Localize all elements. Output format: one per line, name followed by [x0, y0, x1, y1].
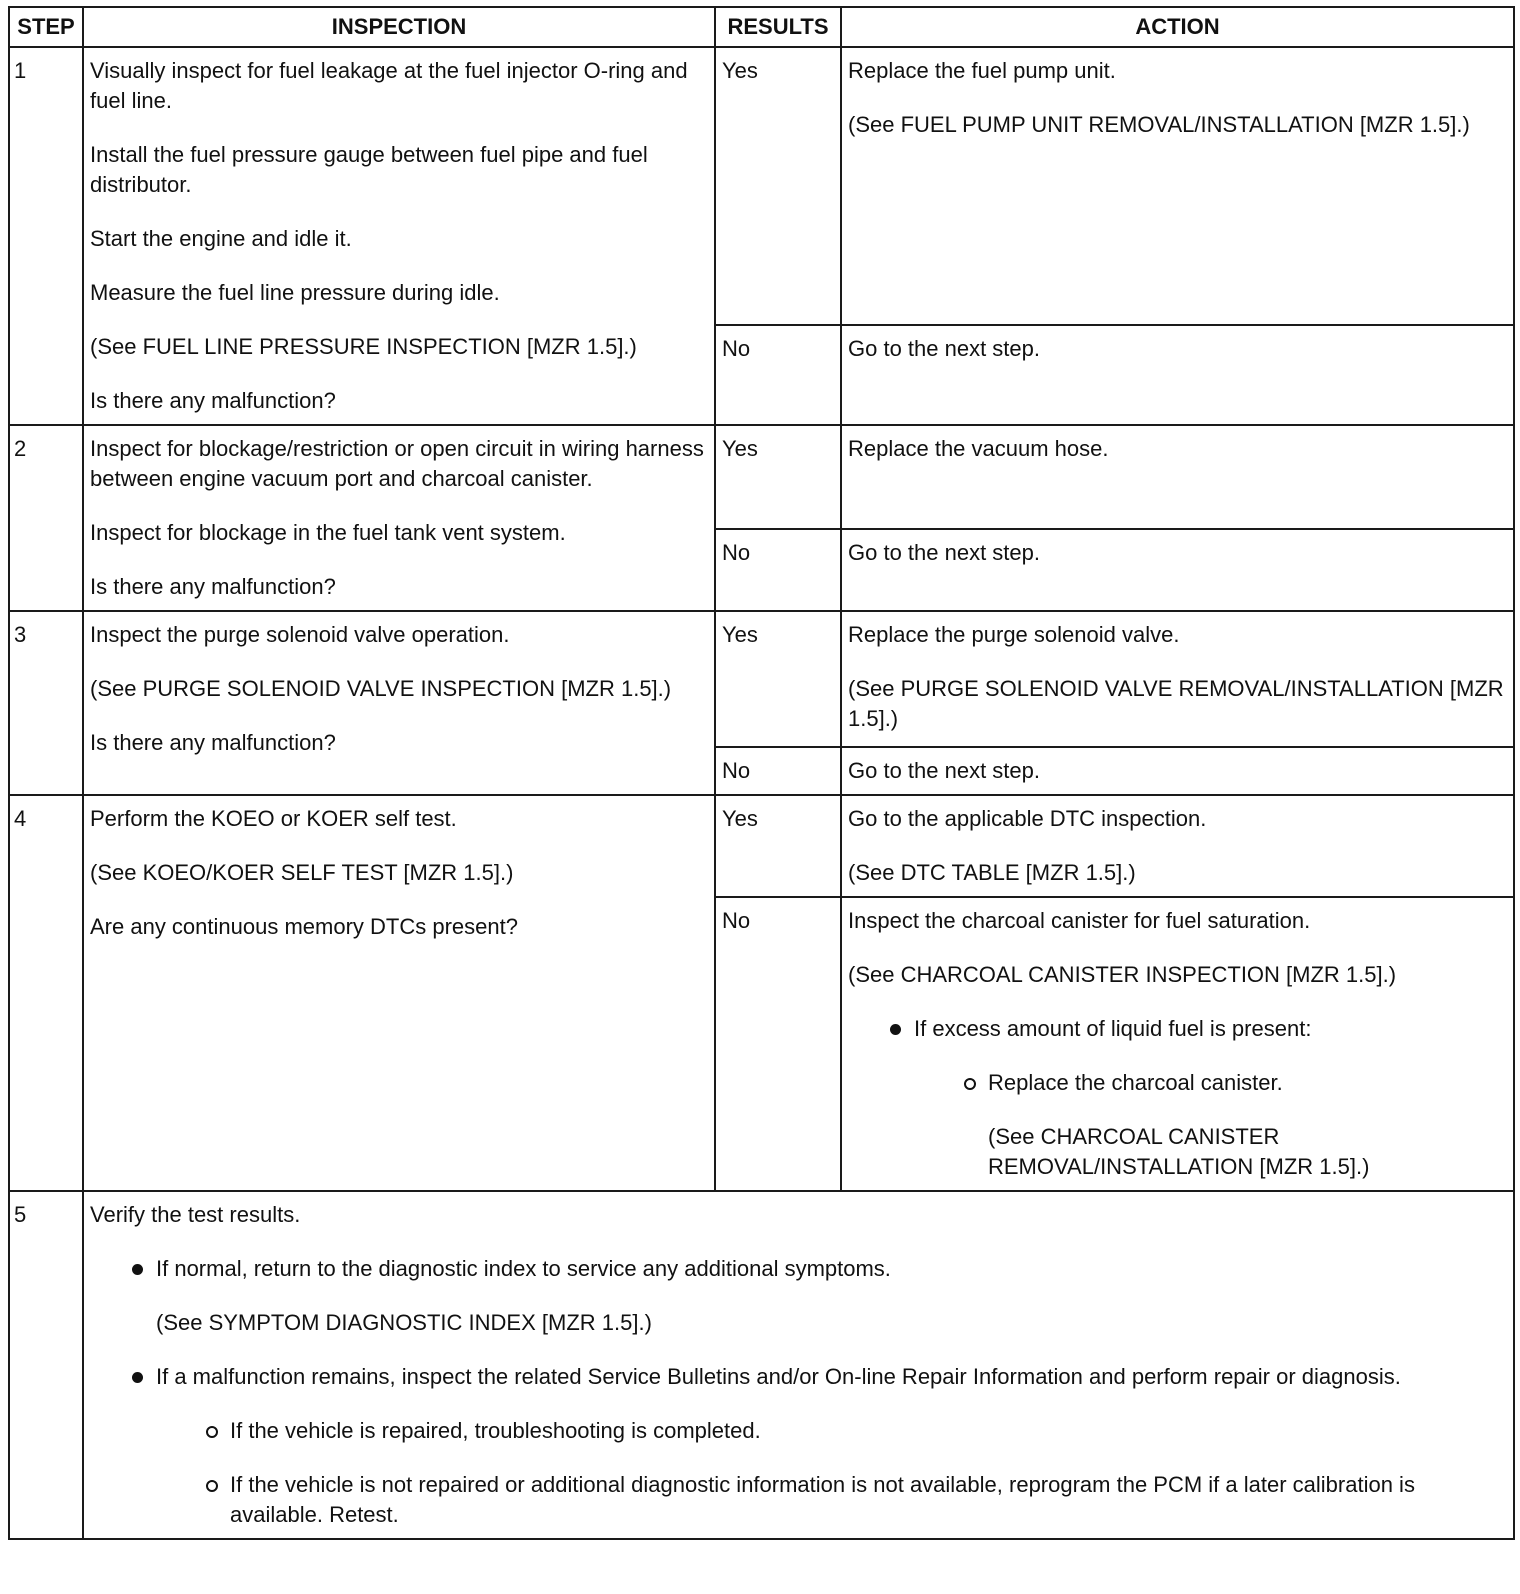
step5-intro: Verify the test results. — [90, 1202, 301, 1227]
header-step: STEP — [9, 7, 83, 47]
step2-action-yes: Replace the vacuum hose. — [841, 425, 1514, 529]
step5-content — [83, 1191, 1514, 1539]
step2-inspection — [83, 425, 715, 611]
step3-inspection-reference: (See PURGE SOLENOID VALVE INSPECTION [MZR 1.5].) — [90, 676, 672, 701]
step4-yes-row — [9, 795, 1514, 897]
step3-result-yes: Yes — [715, 611, 841, 747]
step1-inspection-reference: (See FUEL LINE PRESSURE INSPECTION [MZR 1.5].) — [90, 334, 637, 359]
step4-result-no: No — [715, 897, 841, 1191]
step1-result-yes: Yes — [715, 47, 841, 325]
step4-result-yes: Yes — [715, 795, 841, 897]
step2-action-no: Go to the next step. — [841, 529, 1514, 611]
header-action: ACTION — [841, 7, 1514, 47]
step1-action-yes-text: Replace the fuel pump unit. — [848, 58, 1116, 83]
step5-sub-not-repaired: If the vehicle is not repaired or additional diagnostic information is not available, reprogram the PCM if a later calibration is available. Retest. — [206, 1470, 1507, 1530]
step5-bullet-normal-reference: (See SYMPTOM DIAGNOSTIC INDEX [MZR 1.5].) — [156, 1310, 652, 1335]
step1-result-no: No — [715, 325, 841, 425]
step3-action-yes — [841, 611, 1514, 747]
step4-inspection — [83, 795, 715, 1191]
step1-action-no: Go to the next step. — [841, 325, 1514, 425]
step4-action-no — [841, 897, 1514, 1191]
step3-result-no: No — [715, 747, 841, 795]
step4-inspection-reference: (See KOEO/KOER SELF TEST [MZR 1.5].) — [90, 860, 514, 885]
step1-inspection-text: Start the engine and idle it. — [90, 226, 352, 251]
step3-action-yes-text: Replace the purge solenoid valve. — [848, 622, 1180, 647]
step5-sub-repaired: If the vehicle is repaired, troubleshooting is completed. — [206, 1416, 1507, 1446]
step2-result-no: No — [715, 529, 841, 611]
step1-number: 1 — [9, 47, 83, 425]
step1-inspection-text: Visually inspect for fuel leakage at the fuel injector O-ring and fuel line. — [90, 58, 688, 113]
step3-action-yes-reference: (See PURGE SOLENOID VALVE REMOVAL/INSTALLATION [MZR 1.5].) — [848, 676, 1504, 731]
step5-number: 5 — [9, 1191, 83, 1539]
step5-row — [9, 1191, 1514, 1539]
step4-action-yes-reference: (See DTC TABLE [MZR 1.5].) — [848, 860, 1136, 885]
step4-inspection-question: Are any continuous memory DTCs present? — [90, 914, 518, 939]
step4-action-yes-text: Go to the applicable DTC inspection. — [848, 806, 1207, 831]
step1-yes-row — [9, 47, 1514, 325]
step4-sub-bullet: Replace the charcoal canister. — [964, 1068, 1507, 1098]
step1-action-yes — [841, 47, 1514, 325]
diagnostic-table — [8, 6, 1515, 1540]
step2-inspection-text: Inspect for blockage in the fuel tank vent system. — [90, 520, 566, 545]
step4-bullet: If excess amount of liquid fuel is present: — [890, 1014, 1507, 1044]
step2-number: 2 — [9, 425, 83, 611]
step1-inspection-question: Is there any malfunction? — [90, 388, 336, 413]
step3-action-no: Go to the next step. — [841, 747, 1514, 795]
step5-bullet-normal: If normal, return to the diagnostic index to service any additional symptoms. — [132, 1254, 1507, 1284]
step1-inspection-text: Install the fuel pressure gauge between fuel pipe and fuel distributor. — [90, 142, 648, 197]
step5-bullet-malfunction: If a malfunction remains, inspect the related Service Bulletins and/or On-line Repair Information and perform repair or diagnosis. — [132, 1362, 1507, 1392]
step4-action-yes — [841, 795, 1514, 897]
step1-action-yes-reference: (See FUEL PUMP UNIT REMOVAL/INSTALLATION [MZR 1.5].) — [848, 112, 1470, 137]
step1-inspection-text: Measure the fuel line pressure during idle. — [90, 280, 500, 305]
step2-inspection-text: Inspect for blockage/restriction or open circuit in wiring harness between engine vacuum port and charcoal canister. — [90, 436, 704, 491]
header-inspection: INSPECTION — [83, 7, 715, 47]
step3-number: 3 — [9, 611, 83, 795]
step4-number: 4 — [9, 795, 83, 1191]
step4-action-no-text: Inspect the charcoal canister for fuel saturation. — [848, 908, 1311, 933]
step4-action-no-reference: (See CHARCOAL CANISTER INSPECTION [MZR 1.5].) — [848, 962, 1397, 987]
step2-yes-row — [9, 425, 1514, 529]
step3-inspection — [83, 611, 715, 795]
step2-result-yes: Yes — [715, 425, 841, 529]
step1-inspection — [83, 47, 715, 425]
step3-inspection-text: Inspect the purge solenoid valve operation. — [90, 622, 510, 647]
step3-inspection-question: Is there any malfunction? — [90, 730, 336, 755]
step4-inspection-text: Perform the KOEO or KOER self test. — [90, 806, 457, 831]
step4-sub-reference: (See CHARCOAL CANISTER REMOVAL/INSTALLATION [MZR 1.5].) — [988, 1124, 1370, 1179]
header-results: RESULTS — [715, 7, 841, 47]
header-row — [9, 7, 1514, 47]
step3-yes-row — [9, 611, 1514, 747]
step2-inspection-question: Is there any malfunction? — [90, 574, 336, 599]
